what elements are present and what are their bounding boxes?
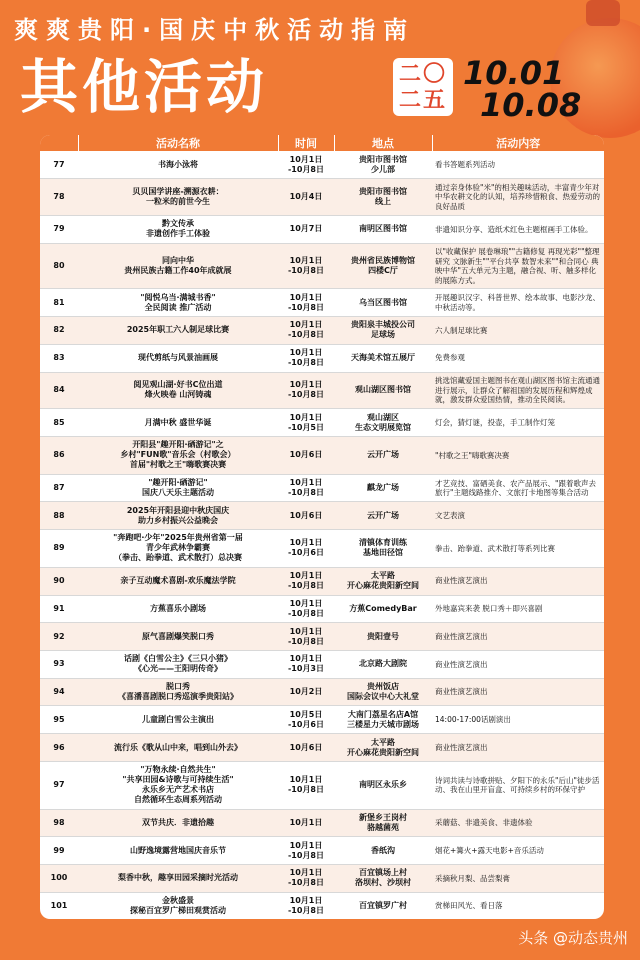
activity-name: 金秋盛景 探秘百宜罗广梯田观赏活动 [78, 892, 278, 919]
row-number: 101 [40, 892, 78, 919]
activity-place: 新堡乡王岗村 骆越菌苑 [334, 809, 432, 837]
activity-name: 书海小泳将 [78, 151, 278, 179]
activity-time: 10月1日 -10月8日 [278, 289, 334, 317]
row-number: 77 [40, 151, 78, 179]
activity-time: 10月1日 -10月8日 [278, 317, 334, 345]
activity-name: 话剧《白雪公主》《三只小猪》 《心光——王阳明传奇》 [78, 651, 278, 679]
activity-name: 亲子互动魔术喜剧-欢乐魔法学院 [78, 567, 278, 595]
activity-place: 贵州饭店 国际会议中心大礼堂 [334, 678, 432, 706]
row-number: 91 [40, 595, 78, 623]
activity-name: "万物永续·自然共生" "共享田园&诗歌与可持续生活" 永乐乡无产艺术书店 自然循环生态周系列活动 [78, 761, 278, 809]
activity-name: 贝贝国学讲座-溯源衣耕： 一粒米的前世今生 [78, 179, 278, 216]
activity-place: 南明区图书馆 [334, 215, 432, 243]
activity-description: "村歌之王"嗨歌赛决赛 [432, 436, 604, 474]
column-header-name: 活动名称 [78, 135, 278, 151]
table-row [40, 436, 604, 474]
section-title: 其他活动 [20, 53, 269, 121]
page-banner: 爽爽贵阳·国庆中秋活动指南 [14, 16, 416, 44]
table-row [40, 474, 604, 502]
activity-time: 10月1日 -10月8日 [278, 567, 334, 595]
column-header-desc: 活动内容 [432, 135, 604, 151]
activity-name: 儿童剧白雪公主演出 [78, 706, 278, 734]
activity-name: 脱口秀 《喜潘喜剧脱口秀巡演季贵阳站》 [78, 678, 278, 706]
activity-name: 现代剪纸与风景油画展 [78, 344, 278, 372]
row-number: 89 [40, 530, 78, 568]
activity-place: 贵阳市图书馆 线上 [334, 179, 432, 216]
activity-time: 10月1日 -10月8日 [278, 865, 334, 893]
activity-time: 10月1日 [278, 809, 334, 837]
row-number: 85 [40, 409, 78, 437]
activity-description: 拳击、跆拳道、武术散打等系列比赛 [432, 530, 604, 568]
activity-place: 大南门荔星名店A馆 三楼星力天城市剧场 [334, 706, 432, 734]
table-row [40, 151, 604, 179]
activity-time: 10月1日 -10月8日 [278, 474, 334, 502]
table-row [40, 761, 604, 809]
activity-time: 10月1日 -10月8日 [278, 595, 334, 623]
row-number: 81 [40, 289, 78, 317]
row-number: 93 [40, 651, 78, 679]
activity-time: 10月1日 -10月8日 [278, 243, 334, 289]
activity-table [40, 135, 604, 919]
activity-description: 文艺表演 [432, 502, 604, 530]
activity-place: 方蕉ComedyBar [334, 595, 432, 623]
activity-name: 开阳县"趣开阳·硒游记"之 乡村"FUN歌"音乐会（村歌会） 首届"村歌之王"嗨歌赛决赛 [78, 436, 278, 474]
activity-name: 流行乐《歌从山中来，唱到山外去》 [78, 734, 278, 762]
activity-description: 灯会，猜灯谜，投壶，手工制作灯笼 [432, 409, 604, 437]
table-header-row [40, 135, 604, 151]
activity-description: 看书答题系列活动 [432, 151, 604, 179]
row-number: 92 [40, 623, 78, 651]
table-row [40, 289, 604, 317]
table-row [40, 179, 604, 216]
row-number: 82 [40, 317, 78, 345]
activity-description: 挑选馆藏爱国主题图书在观山湖区图书馆主流通通进行展示，让群众了解祖国的发展历程和辉煌成就，激发群众爱国热情，推动全民阅读。 [432, 372, 604, 409]
activity-description: 烟花+篝火+露天电影+音乐活动 [432, 837, 604, 865]
activity-time: 10月6日 [278, 502, 334, 530]
row-number: 78 [40, 179, 78, 216]
activity-place: 观山湖区图书馆 [334, 372, 432, 409]
activity-description: 商业性演艺演出 [432, 678, 604, 706]
column-header-place: 地点 [334, 135, 432, 151]
activity-time: 10月2日 [278, 678, 334, 706]
activity-time: 10月1日 -10月6日 [278, 530, 334, 568]
row-number: 98 [40, 809, 78, 837]
row-number: 95 [40, 706, 78, 734]
activity-time: 10月4日 [278, 179, 334, 216]
activity-place: 百宜镇场上村 洛坝村、沙坝村 [334, 865, 432, 893]
table-row [40, 678, 604, 706]
activity-time: 10月1日 -10月5日 [278, 409, 334, 437]
activity-time: 10月1日 -10月8日 [278, 372, 334, 409]
activity-description: 采摘秋月梨、品尝梨膏 [432, 865, 604, 893]
activity-name: 方蕉喜乐小剧场 [78, 595, 278, 623]
table-row [40, 372, 604, 409]
activity-description: 商业性演艺演出 [432, 623, 604, 651]
activity-time: 10月1日 -10月8日 [278, 344, 334, 372]
year-badge-line-2: 二五 [398, 88, 447, 113]
activity-name: 梨香中秋，趣享田园采摘时光活动 [78, 865, 278, 893]
row-number: 84 [40, 372, 78, 409]
activity-name: 阅见观山湖·好书C位出道 烽火映卷 山河铸魂 [78, 372, 278, 409]
activity-place: 南明区永乐乡 [334, 761, 432, 809]
activity-name: "奔跑吧·少年"2025年贵州省第一届 青少年武林争霸赛 （拳击、跆拳道、武术散打）总决赛 [78, 530, 278, 568]
activity-place: 清镇体育训练 基地田径馆 [334, 530, 432, 568]
activity-description: 外地嘉宾来袭 脱口秀＋即兴喜剧 [432, 595, 604, 623]
table-row [40, 809, 604, 837]
activity-description: 赏梯田风光、看日落 [432, 892, 604, 919]
row-number: 80 [40, 243, 78, 289]
row-number: 79 [40, 215, 78, 243]
column-header-no [40, 135, 78, 151]
activity-description: 商业性演艺演出 [432, 734, 604, 762]
activity-description: 通过亲身体验"米"的相关趣味活动，丰富青少年对中华农耕文化的认知，培养珍惜粮食、热爱劳动的良好品质 [432, 179, 604, 216]
activity-place: 香纸沟 [334, 837, 432, 865]
activity-place: 云开广场 [334, 502, 432, 530]
activity-place: 百宜镇罗广村 [334, 892, 432, 919]
activity-time: 10月1日 -10月8日 [278, 837, 334, 865]
table-row [40, 530, 604, 568]
row-number: 90 [40, 567, 78, 595]
activity-place: 麒龙广场 [334, 474, 432, 502]
row-number: 87 [40, 474, 78, 502]
activity-description: 开展趣识汉字、科普世界、绘本故事、电影沙龙、中秋活动等。 [432, 289, 604, 317]
activity-place: 太平路 开心麻花贵阳新空间 [334, 567, 432, 595]
table-row [40, 837, 604, 865]
activity-description: 非遗知识分享、造纸术红色主题框画手工体验。 [432, 215, 604, 243]
table-row [40, 734, 604, 762]
row-number: 86 [40, 436, 78, 474]
activity-place: 贵州省民族博物馆 四楼C厅 [334, 243, 432, 289]
activity-time: 10月1日 -10月8日 [278, 761, 334, 809]
source-credit: 头条 @动态贵州 [518, 929, 628, 947]
activity-name: 2025年职工六人制足球比赛 [78, 317, 278, 345]
activity-place: 观山湖区 生态文明展览馆 [334, 409, 432, 437]
table-row [40, 865, 604, 893]
activity-name: 黔文传承 非遗创作手工体验 [78, 215, 278, 243]
table-row [40, 892, 604, 919]
activity-name: 2025年开阳县迎中秋庆国庆 助力乡村振兴公益晚会 [78, 502, 278, 530]
activity-description: 商业性演艺演出 [432, 651, 604, 679]
activity-place: 太平路 开心麻花贵阳新空间 [334, 734, 432, 762]
activity-name: 同向中华 贵州民族古籍工作40年成就展 [78, 243, 278, 289]
table-row [40, 409, 604, 437]
activity-description: 以"收藏保护 展卷琳琅""古籍修复 再现光彩""整理研究 文脉新生""平台共享 数智未来""和合同心 典映中华"五大单元为主题，融合视、听、触多样化的展陈方式。 [432, 243, 604, 289]
activity-time: 10月6日 [278, 734, 334, 762]
activity-time: 10月7日 [278, 215, 334, 243]
activity-place: 北京路大剧院 [334, 651, 432, 679]
activity-name: 双节共庆．非遗拾趣 [78, 809, 278, 837]
activity-time: 10月6日 [278, 436, 334, 474]
table-row [40, 623, 604, 651]
activity-place: 贵阳泉丰城投公司 足球场 [334, 317, 432, 345]
activity-description: 14:00-17:00话剧演出 [432, 706, 604, 734]
table-row [40, 215, 604, 243]
activity-description: 才艺竞技、富硒美食、农产品展示、"跟着歌声去旅行"主题线路推介、文旅打卡地图等集合活动 [432, 474, 604, 502]
row-number: 97 [40, 761, 78, 809]
activity-description: 采蘑菇、非遗美食、非遗体验 [432, 809, 604, 837]
table-row [40, 706, 604, 734]
column-header-time: 时间 [278, 135, 334, 151]
date-end: 10.08 [480, 86, 582, 124]
activity-place: 乌当区图书馆 [334, 289, 432, 317]
activity-description: 免费参观 [432, 344, 604, 372]
year-badge-line-1: 二〇 [398, 62, 447, 87]
activity-place: 天海美术馆五展厅 [334, 344, 432, 372]
activity-name: 山野逸境露营地国庆音乐节 [78, 837, 278, 865]
table-row [40, 567, 604, 595]
activity-name: "阅悦乌当·满城书香" 全民阅读 推广活动 [78, 289, 278, 317]
row-number: 88 [40, 502, 78, 530]
row-number: 94 [40, 678, 78, 706]
activity-table-container [40, 135, 604, 919]
activity-place: 贵阳市图书馆 少儿部 [334, 151, 432, 179]
table-row [40, 317, 604, 345]
activity-description: 商业性演艺演出 [432, 567, 604, 595]
activity-time: 10月1日 -10月3日 [278, 651, 334, 679]
activity-description: 六人制足球比赛 [432, 317, 604, 345]
table-row [40, 651, 604, 679]
row-number: 83 [40, 344, 78, 372]
activity-name: 原气喜剧爆笑脱口秀 [78, 623, 278, 651]
activity-time: 10月5日 -10月6日 [278, 706, 334, 734]
table-row [40, 243, 604, 289]
activity-time: 10月1日 -10月8日 [278, 151, 334, 179]
activity-time: 10月1日 -10月8日 [278, 623, 334, 651]
year-badge [393, 58, 453, 116]
table-row [40, 344, 604, 372]
table-row [40, 595, 604, 623]
date-start: 10.01 [463, 54, 565, 92]
activity-place: 贵阳壹号 [334, 623, 432, 651]
activity-time: 10月1日 -10月8日 [278, 892, 334, 919]
row-number: 100 [40, 865, 78, 893]
activity-name: "趣开阳·硒游记" 国庆八天乐主题活动 [78, 474, 278, 502]
row-number: 99 [40, 837, 78, 865]
activity-description: 诗词共读与诗歌拼贴、夕阳下的永乐"后山"徒步活动、我在山里开盲盒、可持续乡村的环保守护 [432, 761, 604, 809]
table-row [40, 502, 604, 530]
row-number: 96 [40, 734, 78, 762]
activity-name: 月满中秋 盛世华诞 [78, 409, 278, 437]
activity-place: 云开广场 [334, 436, 432, 474]
